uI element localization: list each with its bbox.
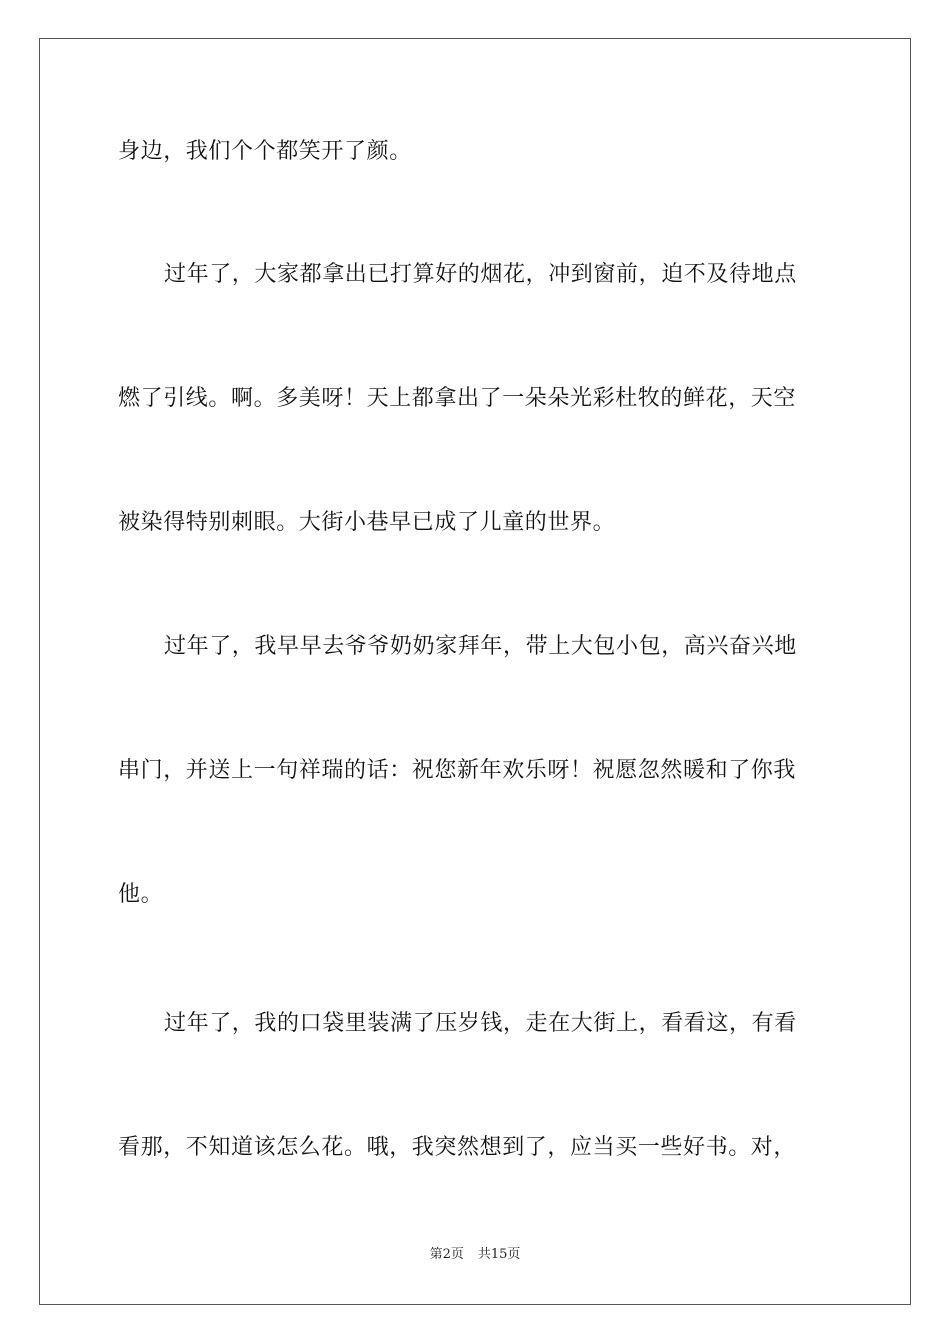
page-footer [0,1246,950,1264]
page-border [39,38,911,1305]
paragraph-line: 身边，我们个个都笑开了颜。 [118,139,412,164]
page-number: 第2页 [429,1247,464,1262]
paragraph-line: 被染得特别刺眼。大街小巷早已成了儿童的世界。 [118,510,616,535]
paragraph-line: 过年了，我的口袋里装满了压岁钱，走在大街上，看看这，有看 [164,1011,797,1036]
paragraph-line: 燃了引线。啊。多美呀！天上都拿出了一朵朵光彩杜牧的鲜花，天空 [118,386,797,411]
paragraph-line: 看那，不知道该怎么花。哦，我突然想到了，应当买一些好书。对， [118,1135,797,1160]
page-total: 共15页 [477,1247,521,1262]
paragraph-line: 串门，并送上一句祥瑞的话：祝您新年欢乐呀！祝愿忽然暖和了你我 [118,758,797,783]
paragraph-line: 过年了，大家都拿出已打算好的烟花，冲到窗前，迫不及待地点 [164,262,797,287]
paragraph-line: 他。 [118,882,164,907]
paragraph-line: 过年了，我早早去爷爷奶奶家拜年，带上大包小包，高兴奋兴地 [164,634,797,659]
